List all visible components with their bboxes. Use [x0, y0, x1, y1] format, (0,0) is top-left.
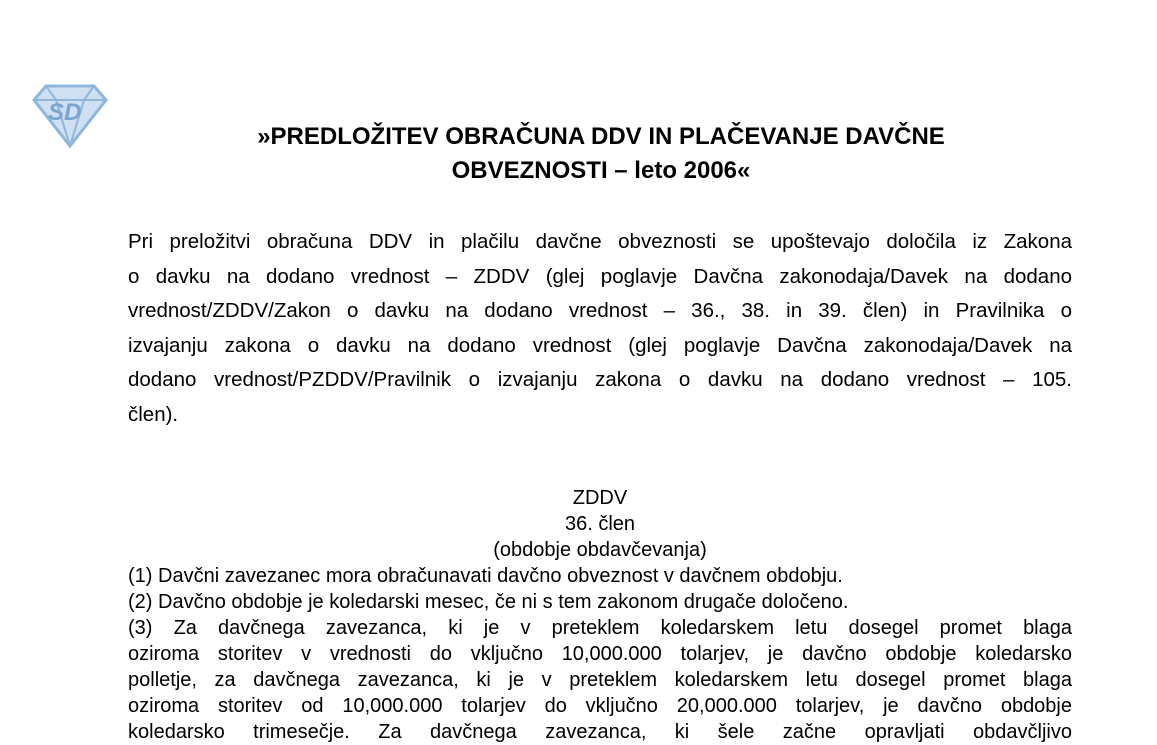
article-number: 36. člen — [564, 513, 636, 535]
intro-line: člen). — [128, 402, 179, 426]
article-subject: (obdobje obdavčevanja) — [493, 539, 707, 561]
intro-paragraph — [128, 225, 1072, 433]
article-paragraph-3-line: (3) Za davčnega zavezanca, ki je v preteklem koledarskem letu dosegel promet blaga — [128, 617, 1072, 639]
intro-line: Pri preložitvi obračuna DDV in plačilu davčne obveznosti se upoštevajo določila iz Zakona — [128, 230, 1072, 253]
title-line-2: OBVEZNOSTI – leto 2006« — [451, 157, 751, 184]
document-title — [130, 120, 1072, 188]
article-paragraph-3-line: oziroma storitev od 10,000.000 tolarjev do vključno 20,000.000 tolarjev, je davčno obdobje — [128, 695, 1072, 717]
intro-line: izvajanju zakona o davku na dodano vrednost (glej poglavje Davčna zakonodaja/Davek na — [128, 333, 1072, 357]
article-paragraph-3-line: polletje, za davčnega zavezanca, ki je v preteklem koledarskem letu dosegel promet blaga — [128, 669, 1072, 691]
company-logo — [28, 80, 112, 150]
intro-line: o davku na dodano vrednost – ZDDV (glej poglavje Davčna zakonodaja/Davek na dodano — [128, 264, 1072, 288]
sd-diamond-logo-icon — [28, 80, 112, 150]
article-paragraph-3-line: oziroma storitev v vrednosti do vključno 10,000.000 tolarjev, je davčno obdobje koledarsko — [128, 643, 1072, 665]
title-line-1: »PREDLOŽITEV OBRAČUNA DDV IN PLAČEVANJE DAVČNE — [257, 123, 945, 150]
law-excerpt — [128, 485, 1072, 745]
article-paragraph-2: (2) Davčno obdobje je koledarski mesec, če ni s tem zakonom drugače določeno. — [128, 591, 849, 613]
intro-line: vrednost/ZDDV/Zakon o davku na dodano vrednost – 36., 38. in 39. člen) in Pravilnika o — [128, 299, 1072, 323]
article-paragraph-1: (1) Davčni zavezanec mora obračunavati davčno obveznost v davčnem obdobju. — [128, 565, 843, 587]
article-paragraph-3-line: koledarsko trimesečje. Za davčnega zavezanca, ki šele začne opravljati obdavčljivo — [128, 721, 1072, 743]
intro-line: dodano vrednost/PZDDV/Pravilnik o izvajanju zakona o davku na dodano vrednost – 105. — [128, 368, 1072, 392]
logo-lettering: SD — [48, 99, 82, 126]
law-heading: ZDDV — [572, 487, 628, 509]
